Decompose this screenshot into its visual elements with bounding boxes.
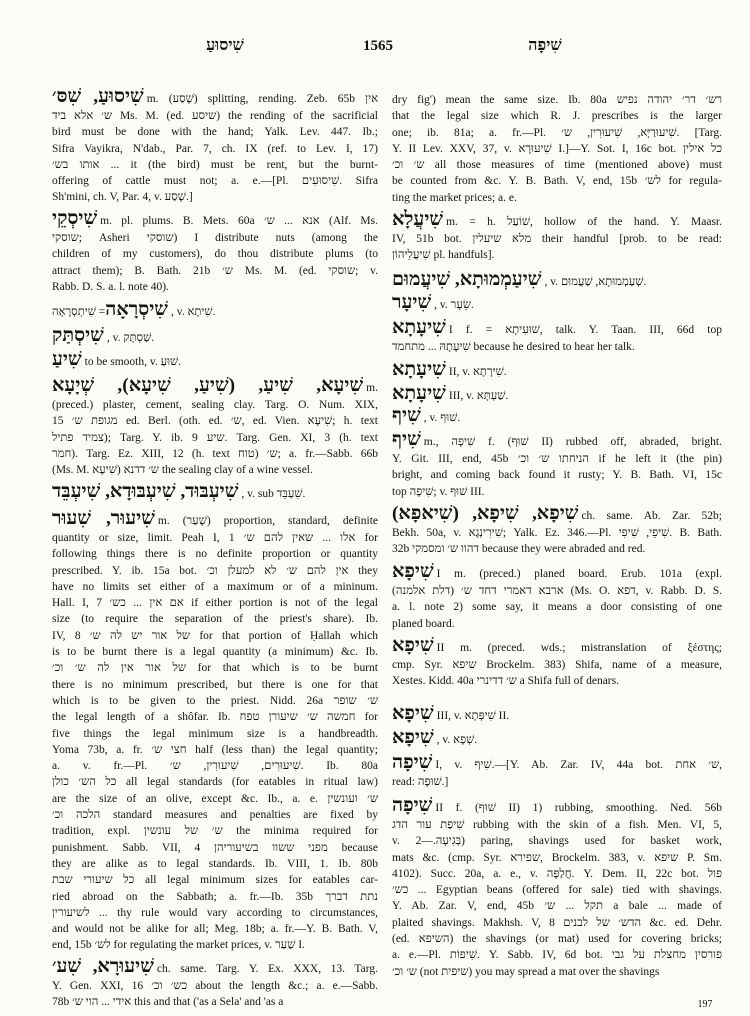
entry-text: dry fig') mean the same size. Ib. 80a רש׳ דר׳ יהודה נפיש [392, 94, 722, 106]
entry-line [52, 263, 378, 279]
entry-line [52, 921, 378, 937]
entry-text: לשיעורין ... thy rule would vary according to circumstances, [52, 906, 378, 919]
dictionary-entry [392, 359, 722, 381]
signature-number: 197 [697, 999, 713, 1010]
entry-text: following things there is no definite proportion or quantity [52, 548, 378, 561]
entry-line [392, 850, 722, 866]
dictionary-entry [392, 703, 722, 725]
entry-line [52, 579, 378, 595]
headword: שִׁיעָתָא [392, 359, 446, 380]
entry-text: Hall. I, 7 אם אין ... כש׳ if either portion is not of the legal [52, 597, 378, 610]
entry-line [52, 791, 378, 807]
entry-line [392, 866, 722, 882]
headword: שִׁיסְרָאָה [105, 299, 168, 320]
entry-text: top שִׁיפָה; v. שׁוּף III. [392, 485, 485, 498]
entry-line [52, 108, 378, 124]
dictionary-entry [52, 299, 378, 321]
entry-line [52, 413, 378, 429]
entry-text: , v. שְׁפָא. [436, 734, 478, 746]
entry-text: Y. II Lev. XXV, 37, v. שִׁיעוּרָא I.]—Y. Sot. I, 16c bot. כל אילין [392, 142, 722, 155]
entry-text: II f. (שׁוּף II) 1) rubbing, smoothing. Ned. 56b [435, 802, 722, 814]
entry-line [52, 563, 378, 579]
entry-text: III, v. שִׁיפְּתָא II. [436, 710, 510, 722]
entry-text: ש׳ אלא ביד Ms. M. (ed. שיסע) the rending of the sacrificial [52, 110, 378, 122]
headword: שִׁיעְבּוּד, שִׁיעְבּוּדָא, שִׁיעְבֵּד [52, 481, 239, 502]
entry-text: m. (שָׁסַע) splitting, rending. Zeb. 65b אין [146, 93, 379, 105]
headword: שִׁיעֲלָא [392, 209, 444, 230]
entry-line [52, 530, 378, 546]
entry-text: Sifra Vayikra, N'dab., Par. 7, ch. IX (ref. to Lev. I, 17) [52, 142, 378, 155]
entry-text: there is no minimum prescribed, but there is one for that [52, 678, 378, 691]
entry-text: ch. same. Ab. Zar. 52b; [581, 510, 722, 522]
entry-text: I, v. שִׁיף.—[Y. Ab. Zar. IV, 44a bot. ש׳ אחת, [435, 759, 722, 771]
headword: שִׁיעָתָא [392, 383, 446, 404]
entry-text: (preced.) plaster, cement, sealing clay. Targ. O. Num. XIX, [52, 399, 378, 411]
entry-text: m. [366, 382, 378, 394]
entry-line [52, 611, 378, 627]
entry-line [52, 157, 378, 173]
entry-first-line [52, 325, 378, 347]
entry-text: (Ms. M. שִׁיעָא) ש׳ דדנא the sealing clay of a wine vessel. [52, 464, 313, 477]
entry-text: שִׁיפַת עור הדג rubbing with the skin of a fish. Men. VI, 5, [392, 819, 722, 831]
entry-text: tradition, expl. ש׳ של עונשין the minima required for [52, 825, 378, 838]
headword: שִׁיף [392, 405, 421, 426]
entry-line [52, 709, 378, 725]
entry-text: they are alike as to legal standards. Ib. VIII, 1. Ib. 80b [52, 857, 378, 870]
entry-text: Bekh. 50a, v. שִׁירִינְגָא; Yalk. Ez. 346.—Pl. שִׁיפֵי, שִׁיפִי. B. Bath. [392, 527, 723, 539]
entry-text: כל הש׳ כולן all legal standards (for eatables in ritual law) [52, 776, 378, 789]
entry-text: children of my customers), do thou distribute plums (to [52, 248, 378, 261]
entry-text: כל שיעורי שבת all legal minimum sizes for eatables car- [52, 874, 378, 887]
entry-line [392, 616, 722, 632]
entry-line [52, 462, 378, 478]
entry-line [52, 889, 378, 905]
dictionary-entry [392, 727, 722, 749]
entry-line [52, 994, 378, 1010]
entry-text: the legal length of a shôfar. Ib. חמשה ש׳ שיעורן טפח for [52, 711, 378, 724]
page-number: 1565 [363, 38, 393, 54]
dictionary-entry [52, 325, 378, 347]
entry-line [392, 525, 722, 541]
entry-first-line [392, 209, 722, 231]
entry-line [392, 882, 722, 898]
entry-line [52, 693, 378, 709]
entry-text: m. (שָׁעַר) proportion, standard, definite [157, 515, 378, 527]
entry-line [52, 173, 378, 189]
entry-line [392, 898, 722, 914]
entry-line [52, 742, 378, 758]
entry-line [392, 673, 722, 689]
entry-line [392, 467, 722, 483]
dictionary-entry [392, 503, 723, 558]
entry-text: v. בְּגִיעָה.—2) paring, shavings used for basket work, [392, 835, 722, 848]
dictionary-entry [392, 561, 722, 632]
entry-line [52, 677, 378, 693]
entry-text: are the size of an olive, except &c. Ib., a. e. ש׳ ועונשין [52, 792, 378, 805]
entry-first-line [392, 383, 722, 405]
headword: שִׁיסְקֵי [52, 208, 98, 229]
dictionary-entry [52, 956, 379, 1011]
entry-first-line [52, 956, 378, 978]
dictionary-entry [52, 508, 379, 954]
entry-line [52, 124, 378, 140]
entry-first-line [52, 86, 379, 108]
dictionary-entry [392, 635, 723, 690]
entry-first-line [392, 429, 722, 451]
entry-line [52, 546, 378, 562]
entry-line [52, 595, 378, 611]
headword: שִׁיפָה [392, 752, 433, 773]
entry-first-line [392, 292, 722, 314]
entry-line [52, 644, 378, 660]
entry-line [392, 157, 722, 173]
entry-first-line [52, 481, 378, 503]
entry-first-line [52, 508, 378, 530]
entry-first-line [392, 703, 722, 725]
entry-first-line [392, 727, 722, 749]
entry-line [52, 397, 378, 413]
entry-line [52, 978, 378, 994]
entry-line [52, 758, 378, 774]
headword: שִׁיעוּר, שִׁעוּר [52, 508, 155, 529]
entry-text: , v. sub שִׁעְבֵּד. [241, 488, 306, 500]
entry-line [392, 964, 722, 980]
entry-text: IV, 8 של אור יש לה ש׳ for that portion of Ḥallah which [52, 629, 379, 642]
entry-text: II, v. שִׁירָתָא. [448, 366, 507, 378]
entry-line [392, 451, 722, 467]
entry-first-line [392, 359, 722, 381]
entry-line [52, 246, 378, 262]
entry-text: size (to require the separation of the priest's share). Ib. [52, 613, 378, 626]
entry-line [392, 190, 722, 206]
headword: שִׁיעָתָא [392, 317, 446, 338]
entry-text: m., שִׁיפָה f. (שׁוּף II) rubbed off, abraded, bright. [423, 436, 722, 448]
entry-line [52, 279, 378, 295]
entry-first-line [392, 405, 722, 427]
entry-first-line [52, 375, 378, 397]
headword: שִׁיפָא [392, 703, 434, 724]
guide-word-left: שִׁיסוּעַ [206, 37, 244, 54]
entry-text: Y. Git. III, end, 45b הניחתו ש׳ וכ׳ if he left it (the pin) [392, 453, 722, 465]
entry-text: = שִׁיתְסְרָאָה, v. שִׁיתָא. [52, 306, 216, 318]
headword: שִׁיסוּעַ, שִׁסּ׳ [52, 86, 144, 107]
entry-text: אותו בש׳ ... it (the bird) must be rent, but the burnt- [52, 158, 379, 171]
headword: שִׁיפָא [392, 561, 434, 582]
entry-line [52, 807, 378, 823]
entry-first-line [52, 208, 379, 230]
headword: שִׁיעָא, שִׁיעַ, (שִׁיעַ, שִׁיעָא), שְׁיָעָא [52, 375, 364, 396]
entry-text: Xestes. Kidd. 40a ש׳ דדינרי a Shifa full of denars. [392, 675, 619, 688]
entry-text: end, 15b לש׳ for regulating the market prices, v. שַׁעַר I. [52, 939, 305, 952]
entry-text: Sh'mini, ch. V, Par. 4, v. שָׁסַע.] [52, 191, 193, 204]
entry-first-line [392, 795, 722, 817]
entry-line [392, 339, 722, 355]
entry-text: חמר). Targ. Ez. XIII, 12 (h. text טוח) ש׳; a. fr.—Sabb. 66b [52, 447, 378, 460]
headword: שִׁיסְתַּק [52, 325, 104, 346]
entry-line [392, 599, 722, 615]
dictionary-entry [52, 349, 378, 371]
entry-line [392, 915, 722, 931]
entry-text: שִׁיעֲלֵיהוֹן pl. handfuls]. [392, 249, 495, 262]
entry-line [52, 660, 378, 676]
headword: שִׁיפָה [392, 795, 433, 816]
dictionary-entry [52, 481, 378, 503]
entry-text: שוסקי; Asheri שוסקי) I distribute nuts (among the [52, 232, 378, 244]
entry-line [392, 817, 722, 833]
entry-text: Rabb. D. S. a. l. note 40). [52, 280, 169, 293]
entry-text: to be smooth, v. שׁוּעַ. [84, 356, 182, 368]
entry-text: של אור אין לה ש׳ וכ׳ for that which is to be burnt [52, 662, 378, 675]
entry-text: one; ib. 81a; a. fr.—Pl. שִׁיעוּרַיָּא, שִׁיעוּרִין, ש׳. [Targ. [392, 126, 722, 139]
entry-text: שִׁיעָתָהּ ... מתחמד because he desired to hear her talk. [392, 341, 635, 353]
headword: שִׁיעוּרָא, שִׁע׳ [52, 956, 154, 977]
entry-text: (ed. השיפא) the shavings (or mat) used for covering bricks; [392, 933, 722, 946]
entry-text: II m. (preced. wds.; mistranslation of ξέστης; [436, 642, 722, 654]
entry-text: read: שׁוּפָה.] [392, 776, 449, 788]
entry-text: that the legal size which R. J. prescribes is the larger [392, 110, 722, 123]
entry-text: I f. = שׁוּעִיתָא, talk. Y. Taan. III, 66d top [448, 324, 722, 336]
entry-first-line [392, 503, 722, 525]
entry-text: which is to be given to the priest. Nidd. 26a ש׳ שופר [52, 694, 378, 707]
dictionary-entry [392, 269, 722, 291]
entry-line [392, 125, 722, 141]
entry-text: mats &c. (cmp. Syr. שפירא, Brockelm. 383, v. שיפא P. Sm. [392, 851, 722, 864]
dictionary-entry [392, 317, 722, 355]
headword: שִׁיף [392, 429, 421, 450]
entry-text: , v. שׁוּף. [423, 412, 461, 424]
entry-text: a. e.—Pl. שִׁיפוֹת. Y. Sabb. IV, 6d bot. פורסין מחצלת על גבי [392, 949, 722, 962]
entry-first-line [52, 349, 378, 371]
dictionary-entry [392, 209, 722, 264]
entry-text: כש׳ ... Egyptian beans (offered for sale) tied with shavings. [392, 884, 722, 897]
entry-first-line [392, 561, 722, 583]
entry-first-line [52, 299, 378, 321]
entry-line [52, 856, 378, 872]
entry-text: plaited shavings. Makhsh. V, 8 הדש׳ של לבנים &c. ed. Dehr. [392, 916, 722, 929]
entry-line [52, 189, 378, 205]
guide-word-right: שִׁיפָה [528, 37, 562, 54]
entry-text: cmp. Syr. שיפא Brockelm. 383) Shifa, name of a measure, [392, 659, 723, 671]
dictionary-entry [392, 383, 722, 405]
entry-text: צמיד פתיל); Targ. Y. ib. 9 שיע. Targ. Gen. XI, 3 (h. text [52, 431, 378, 444]
dictionary-entry [52, 208, 379, 295]
entry-line [52, 628, 378, 644]
entry-text: bird must be done with the hand; Yalk. Lev. 447. Ib.; [52, 126, 378, 139]
entry-line [392, 231, 722, 247]
entry-line [52, 774, 378, 790]
entry-line [392, 108, 722, 124]
headword: שִׁיעָר [392, 292, 432, 313]
entry-text: ting the market prices; a. e. [392, 191, 517, 204]
entry-text: ried abroad on the Sabbath; a. fr.—Ib. 35b נתת דברך [52, 890, 378, 903]
headword: שִׁיפָא [392, 727, 434, 748]
entry-text: 15 מגופת ש׳ ed. Berl. (oth. ed. ש׳, ed. Vien. שִׁיעָא; h. text [52, 415, 379, 428]
entry-text: , v. שַׁסְתָּק. [106, 332, 155, 344]
entry-line [392, 247, 722, 263]
headword: שִׁיפָא [392, 635, 434, 656]
entry-first-line [392, 635, 722, 657]
left-column [52, 0, 378, 1016]
entry-line [392, 484, 722, 500]
entry-text: ש׳ וכ׳ (not שיפית) you may spread a mat over the shavings [392, 965, 660, 978]
entry-text: punishment. Sabb. VII, 4 מפני ששוו בשיעוריהן because [52, 841, 378, 854]
entry-line [392, 92, 722, 108]
headword: שִׁיפָא, שִׁיפָא, (שִׁיאפָא) [392, 503, 579, 524]
headword: שִׁיעַמְמוּתָא, שִׁיעֲמוּם [392, 269, 542, 290]
entry-first-line [392, 269, 722, 291]
entry-text: a. v. fr.—Pl. שִׁיעוּרִים, שִׁיעוּרִין, ש׳. Ib. 80a [52, 760, 378, 773]
entry-line [52, 905, 378, 921]
entry-text: 4102). Succ. 20a, a. e., v. חֲלַפָּה. Y. Dem. II, 22c bot. פול [392, 867, 723, 880]
entry-line [392, 947, 722, 963]
entry-text: IV, 51b bot. מלא שיעלין their handful [prob. to be read: [392, 233, 722, 245]
entry-line [52, 840, 378, 856]
dictionary-entry [392, 795, 723, 980]
entry-first-line [392, 317, 722, 339]
entry-text: offering of cattle must not; a. e.—[Pl. שִׁיסוּעִים. Sifra [52, 175, 378, 188]
entry-text: have no limits set either of a maximum or of a mininum. [52, 580, 378, 593]
entry-text: and would not be alike for all; Meg. 18b; a. fr.—Y. B. Bath. V, [52, 923, 378, 936]
entry-text: ש׳ וכ׳ all those measures of time (mentioned above) must [392, 159, 722, 172]
entry-text: planed board. [392, 617, 455, 630]
entry-text: five things the legal minimum size is a handbreadth. [52, 727, 378, 740]
entry-text: , v. שְׁעַמְמוּתָא, שַׁעֲמוּם. [544, 276, 647, 288]
entry-line [392, 141, 722, 157]
entry-text: (דלת אלמנה) ארבא דאמרי דחד ש׳ (Ms. O. דפא, v. Rabb. D. S. [392, 585, 722, 597]
dictionary-entry [392, 405, 722, 427]
entry-line [52, 937, 378, 953]
entry-text: Y. Gen. XXI, 16 כש׳ וכ׳ about the length &c.; a. e.—Sabb. [52, 980, 379, 992]
dictionary-entry [392, 92, 722, 206]
entry-line [52, 446, 378, 462]
entry-text: ch. same. Targ. Y. Ex. XXX, 13. Targ. [156, 963, 378, 975]
entry-text: prescribed. Y. ib. 15a bot. אין להם ש׳ לא למעלן וכ׳ they [52, 564, 378, 577]
entry-text: הלכה וכ׳ standard measures and penalties are fixed by [52, 809, 378, 822]
entry-text: 78b אידי ... הוי ש׳ this and that ('as a Sela' and 'as a [52, 996, 284, 1009]
entry-line [52, 141, 378, 157]
entry-line [52, 430, 378, 446]
entry-text: Yoma 73b, a. fr. חצי ש׳ half (less than) the legal quantity; [52, 743, 378, 756]
entry-text: III, v. שַׁעְתָּא. [448, 390, 509, 402]
entry-text: m. pl. plums. B. Mets. 60a אנא ... ש׳ (Alf. Ms. [100, 215, 379, 227]
headword: שִׁיעַ [52, 349, 82, 370]
entry-line [392, 541, 722, 557]
dictionary-entry [52, 86, 379, 206]
entry-first-line [392, 752, 722, 774]
entry-text: m. = h. שׁוֹעַל, hollow of the hand. Y. Maasr. [446, 216, 722, 228]
right-column [392, 0, 722, 1016]
entry-line [392, 583, 722, 599]
entry-line [392, 173, 722, 189]
entry-line [52, 230, 378, 246]
dictionary-entry [52, 375, 379, 478]
dictionary-entry [392, 292, 722, 314]
entry-text: , v. שֵׂעָר. [434, 299, 474, 311]
dictionary-entry [392, 752, 722, 790]
entry-text: quantity or size, limit. Peah I, 1 אלו ... שאין להם ש׳ for [52, 532, 378, 544]
entry-line [392, 657, 722, 673]
entry-text: I m. (preced.) planed board. Erub. 101a (expl. [436, 568, 722, 580]
dictionary-entry [392, 429, 722, 500]
entry-line [392, 833, 722, 849]
entry-line [52, 872, 378, 888]
entry-line [392, 774, 722, 790]
entry-text: bright, and coming back found it rusty; Y. B. Bath. VI, 15c [392, 469, 722, 482]
entry-text: is to be burnt there is a legal quantity (a minimum) &c. Ib. [52, 646, 378, 659]
entry-line [392, 931, 722, 947]
entry-text: attract them); B. Bath. 21b ש׳ Ms. M. (ed. שוסקי; v. [52, 264, 378, 277]
entry-line [52, 823, 378, 839]
entry-line [52, 726, 378, 742]
entry-text: 32b דהוו ש׳ ומסמקי because they were abraded and red. [392, 543, 646, 556]
entry-text: a. l. note 2) some say, it means a door consisting of one [392, 601, 722, 614]
entry-text: be counted from &c. Y. B. Bath. V, end, 15b לש׳ for regula- [392, 175, 722, 188]
entry-text: Y. Ab. Zar. V, end, 45b תקל ... ש׳ a bale ... made of [392, 900, 722, 913]
